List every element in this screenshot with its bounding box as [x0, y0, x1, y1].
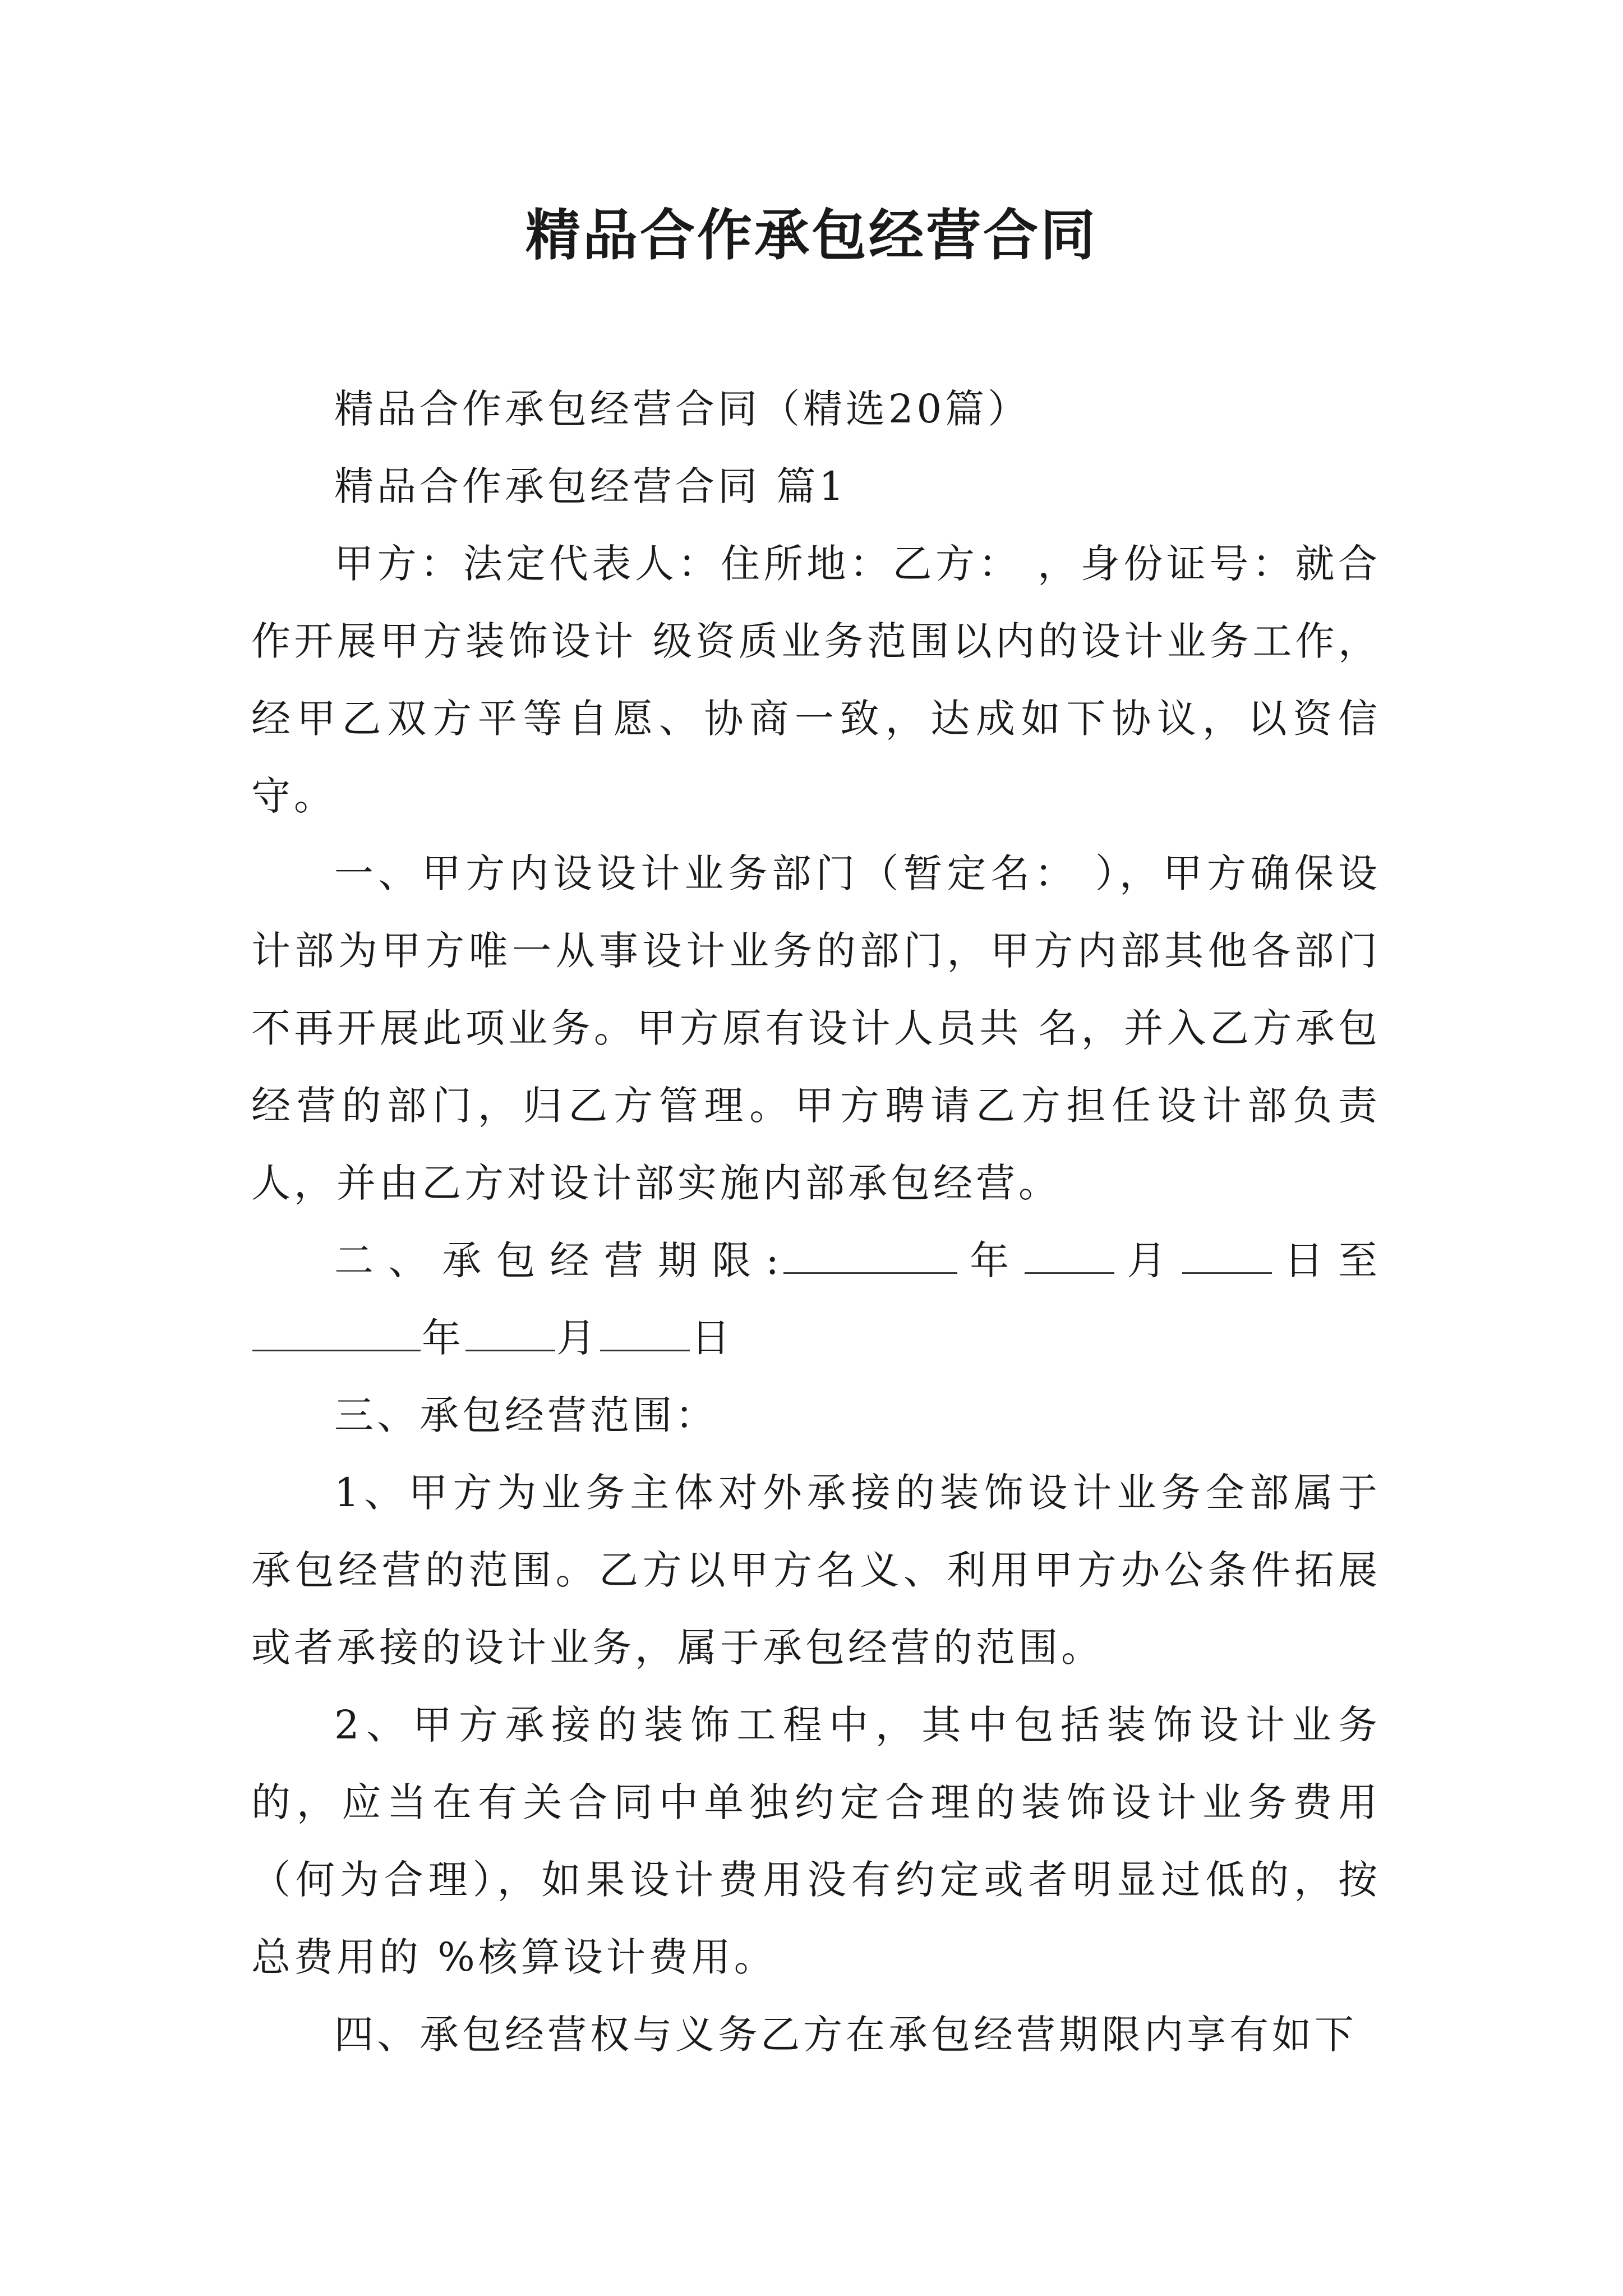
section-heading: 精品合作承包经营合同 篇1 [334, 463, 847, 509]
paragraph-item-1: 1、甲方为业务主体对外承接的装饰设计业务全部属于承包经营的范围。乙方以甲方名义、利用甲方办公条件拓展或者承接的设计业务，属于承包经营的范围。 [251, 1470, 1381, 1671]
term-day2-label: 日 [691, 1315, 734, 1361]
paragraph-one: 一、甲方内设设计业务部门（暂定名： ），甲方确保设计部为甲方唯一从事设计业务的部门，甲方内部其他各部门不再开展此项业务。甲方原有设计人员共 名，并入乙方承包经营的部门，归乙方管理。甲方聘请乙方担任设计部负责人，并由乙方对设计部实施内部承包经营。 [251, 850, 1381, 1206]
blank-start-day [1182, 1227, 1272, 1274]
paragraph-four: 四、承包经营权与义务乙方在承包经营期限内享有如下 [334, 2012, 1357, 2058]
term-year2-label: 年 [422, 1315, 464, 1361]
document-body [251, 370, 1381, 2073]
term-year-label: 年 [958, 1237, 1024, 1283]
term-day-to-label: 日至 [1272, 1237, 1381, 1283]
blank-start-year [783, 1227, 957, 1274]
paragraph-three: 三、承包经营范围： [334, 1392, 718, 1438]
blank-end-day [600, 1305, 690, 1351]
blank-end-month [465, 1305, 555, 1351]
blank-end-year-line [252, 1305, 421, 1351]
paragraph-two [251, 1222, 1381, 1377]
document-subtitle: 精品合作承包经营合同（精选20篇） [334, 386, 1031, 432]
paragraph-parties: 甲方：法定代表人：住所地：乙方： ，身份证号：就合作开展甲方装饰设计 级资质业务范围以内的设计业务工作，经甲乙双方平等自愿、协商一致，达成如下协议，以资信守。 [251, 541, 1381, 819]
document-title: 精品合作承包经营合同 [525, 204, 1098, 268]
paragraph-item-2: 2、甲方承接的装饰工程中，其中包括装饰设计业务的，应当在有关合同中单独约定合理的装饰设计业务费用（何为合理），如果设计费用没有约定或者明显过低的，按总费用的 %核算设计费用。 [251, 1702, 1381, 1980]
term-month2-label: 月 [556, 1315, 599, 1361]
term-month-label: 月 [1115, 1237, 1181, 1283]
blank-start-month [1025, 1227, 1114, 1274]
term-label: 二、承包经营期限: [334, 1237, 782, 1283]
